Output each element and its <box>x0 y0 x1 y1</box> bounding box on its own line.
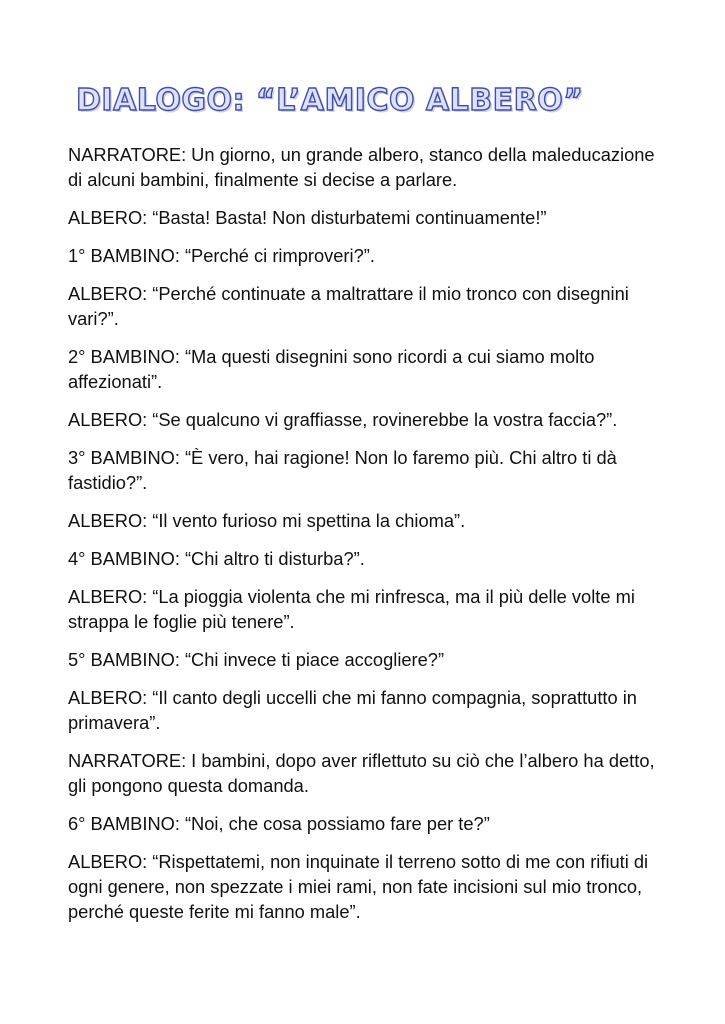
document-title: DIALOGO: “L’AMICO ALBERO” <box>76 83 584 118</box>
dialogue-text: “Chi altro ti disturba?”. <box>184 548 365 569</box>
dialogue-text: “Ma questi disegnini sono ricordi a cui siamo molto affezionati”. <box>68 346 595 392</box>
dialogue-line <box>68 142 668 192</box>
document-page <box>68 84 668 937</box>
speaker-label: 3° BAMBINO: <box>68 447 180 468</box>
dialogue-line <box>68 281 668 331</box>
dialogue-line <box>68 546 668 571</box>
speaker-label: ALBERO: <box>68 510 148 531</box>
speaker-label: ALBERO: <box>68 687 148 708</box>
speaker-label: 4° BAMBINO: <box>68 548 180 569</box>
dialogue-text: “Il canto degli uccelli che mi fanno compagnia, soprattutto in primavera”. <box>68 687 637 733</box>
speaker-label: ALBERO: <box>68 283 148 304</box>
dialogue-line <box>68 849 668 924</box>
dialogue-line <box>68 748 668 798</box>
speaker-label: ALBERO: <box>68 409 148 430</box>
dialogue-line <box>68 205 668 230</box>
dialogue-text: “Perché ci rimproveri?”. <box>184 245 375 266</box>
dialogue-line <box>68 243 668 268</box>
dialogue-text: “Se qualcuno vi graffiasse, rovinerebbe la vostra faccia?”. <box>152 409 618 430</box>
speaker-label: 5° BAMBINO: <box>68 649 180 670</box>
dialogue-line <box>68 508 668 533</box>
dialogue-text: “Perché continuate a maltrattare il mio tronco con disegnini vari?”. <box>68 283 629 329</box>
dialogue-line <box>68 445 668 495</box>
speaker-label: ALBERO: <box>68 207 148 228</box>
speaker-label: ALBERO: <box>68 851 148 872</box>
dialogue-text: I bambini, dopo aver riflettuto su ciò che l’albero ha detto, gli pongono questa domanda. <box>68 750 655 796</box>
dialogue-text: Un giorno, un grande albero, stanco della maleducazione di alcuni bambini, finalmente si decise a parlare. <box>68 144 655 190</box>
speaker-label: ALBERO: <box>68 586 148 607</box>
speaker-label: NARRATORE: <box>68 144 187 165</box>
dialogue-line <box>68 811 668 836</box>
speaker-label: 1° BAMBINO: <box>68 245 180 266</box>
speaker-label: 2° BAMBINO: <box>68 346 180 367</box>
dialogue-text: “Noi, che cosa possiamo fare per te?” <box>184 813 490 834</box>
dialogue-line <box>68 407 668 432</box>
dialogue-text: “È vero, hai ragione! Non lo faremo più. Chi altro ti dà fastidio?”. <box>68 447 617 493</box>
dialogue-text: “Basta! Basta! Non disturbatemi continuamente!” <box>152 207 547 228</box>
speaker-label: 6° BAMBINO: <box>68 813 180 834</box>
dialogue-line <box>68 344 668 394</box>
dialogue-text: “Rispettatemi, non inquinate il terreno sotto di me con rifiuti di ogni genere, non spezzate i miei rami, non fate incisioni sul mio tronco, perché queste ferite mi fanno male”. <box>68 851 649 922</box>
dialogue-line <box>68 584 668 634</box>
dialogue-line <box>68 647 668 672</box>
dialogue-line <box>68 685 668 735</box>
dialogue-text: “Chi invece ti piace accogliere?” <box>184 649 445 670</box>
dialogue-text: “La pioggia violenta che mi rinfresca, ma il più delle volte mi strappa le foglie più tenere”. <box>68 586 635 632</box>
dialogue-text: “Il vento furioso mi spettina la chioma”. <box>152 510 466 531</box>
speaker-label: NARRATORE: <box>68 750 187 771</box>
